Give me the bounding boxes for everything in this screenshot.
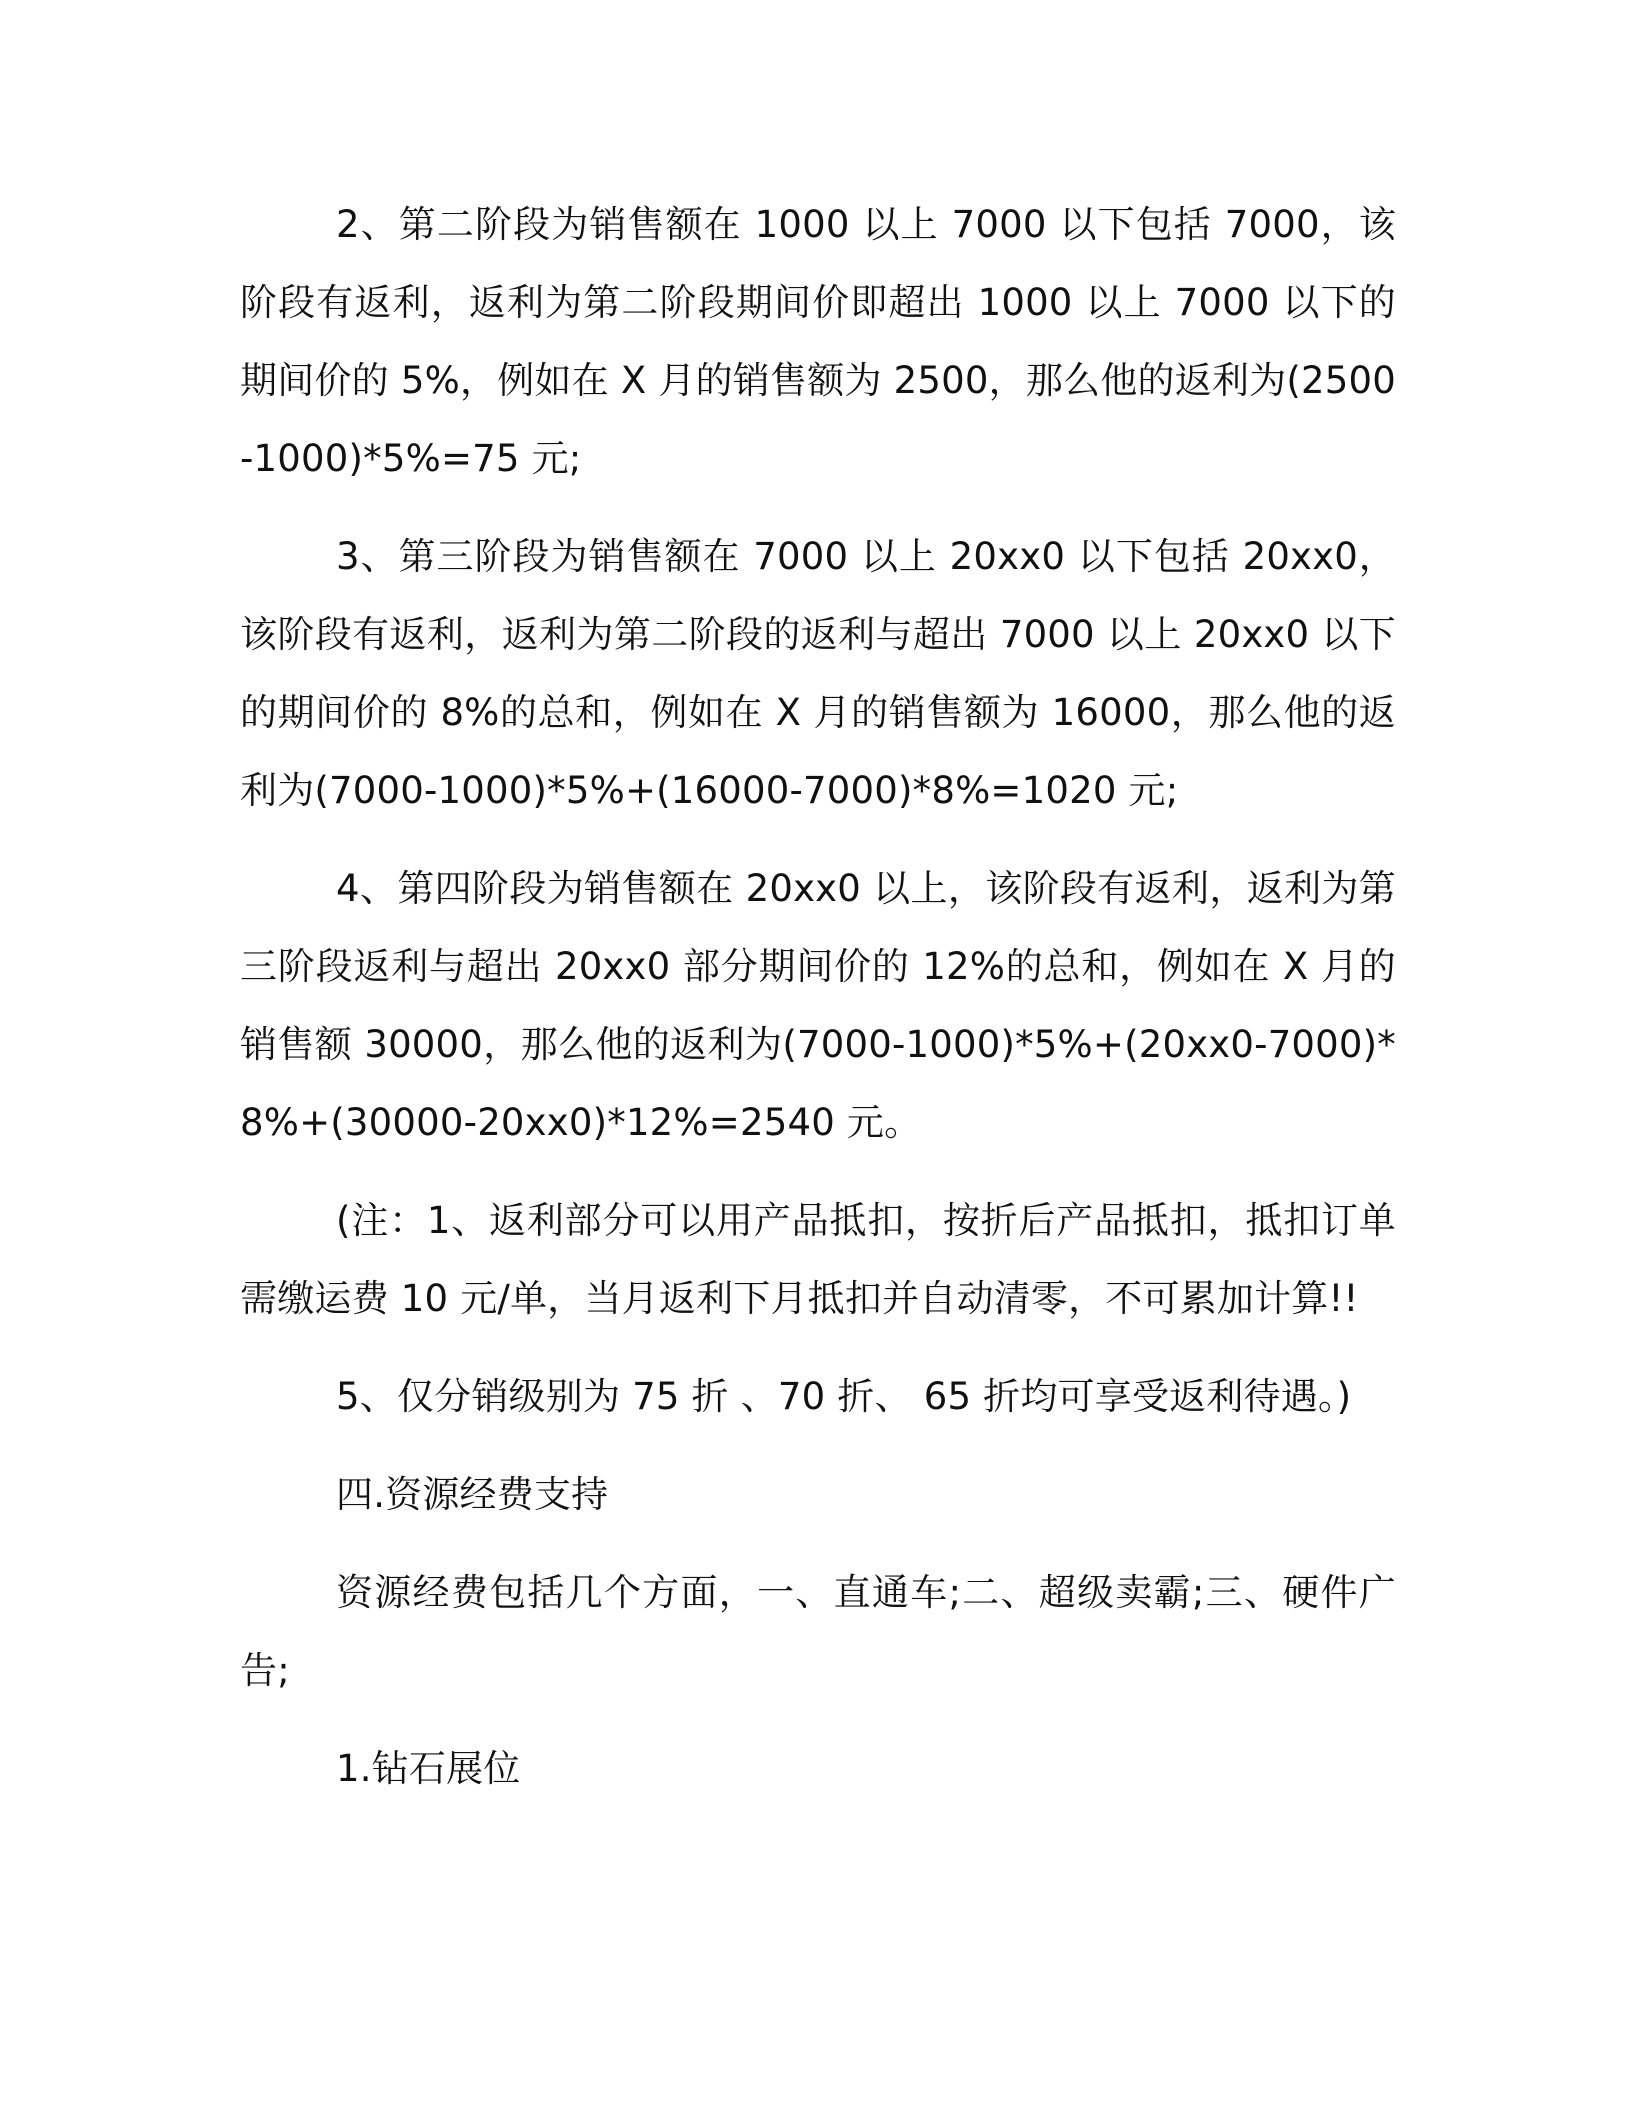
paragraph-note: (注：1、返利部分可以用产品抵扣，按折后产品抵扣，抵扣订单需缴运费 10 元/单，当月返利下月抵扣并自动清零，不可累加计算!! xyxy=(240,1199,1396,1320)
paragraph-distribution-level: 5、仅分销级别为 75 折 、70 折、 65 折均可享受返利待遇。) xyxy=(336,1375,1352,1418)
paragraph-stage-two: 2、第二阶段为销售额在 1000 以上 7000 以下包括 7000，该阶段有返利，返利为第二阶段期间价即超出 1000 以上 7000 以下的期间价的 5%，例如在 X 月的销售额为 2500，那么他的返利为(2500-1000)*5%=75 元; xyxy=(240,203,1396,480)
paragraph-stage-four: 4、第四阶段为销售额在 20xx0 以上，该阶段有返利，返利为第三阶段返利与超出 20xx0 部分期间价的 12%的总和，例如在 X 月的销售额 30000，那么他的返利为(7000-1000)*5%+(20xx0-7000)*8%+(30000-20xx0)*12%=2540 元。 xyxy=(240,867,1396,1144)
document-body xyxy=(240,186,1396,1808)
subheading-diamond-booth: 1.钻石展位 xyxy=(336,1747,521,1790)
paragraph-resource-funding: 资源经费包括几个方面，一、直通车;二、超级卖霸;三、硬件广告; xyxy=(240,1571,1396,1692)
paragraph-stage-three: 3、第三阶段为销售额在 7000 以上 20xx0 以下包括 20xx0，该阶段有返利，返利为第二阶段的返利与超出 7000 以上 20xx0 以下的期间价的 8%的总和，例如在 X 月的销售额为 16000，那么他的返利为(7000-1000)*5%+(16000-7000)*8%=1020 元; xyxy=(240,535,1396,812)
section-heading-resource-funding: 四.资源经费支持 xyxy=(336,1473,609,1516)
